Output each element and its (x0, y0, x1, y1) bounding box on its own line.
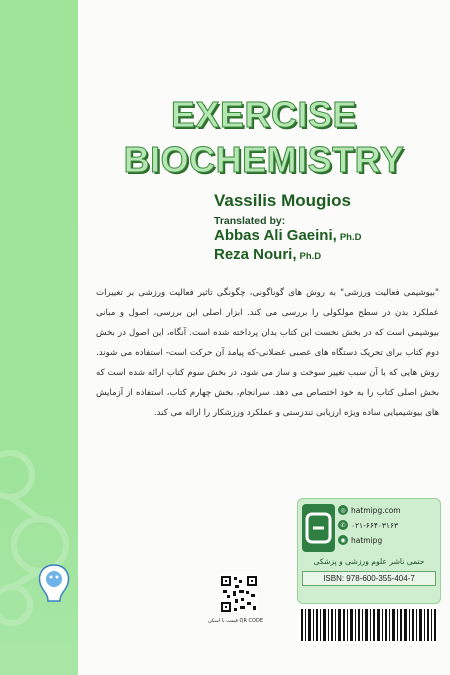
publisher-badge-icon (34, 561, 74, 607)
globe-icon: ◎ (338, 505, 348, 515)
author-name: Vassilis Mougios (214, 191, 351, 210)
book-title-line1: EXERCISE (170, 94, 358, 135)
isbn: ISBN: 978-600-355-404-7 (302, 571, 436, 586)
instagram-icon: ◉ (338, 535, 348, 545)
qr-caption: قیمت با اسکن QR CODE (208, 618, 263, 624)
translator-name: Abbas Ali Gaeini (214, 227, 333, 244)
translator-name: Reza Nouri (214, 246, 293, 263)
book-description: "بیوشیمی فعالیت ورزشی" به روش های گوناگونی، چگونگی تاثیر فعالیت ورزشی بر تغییرات عملکرد بدن در سطح مولکولی را بررسی می کند. ابزار اصلی این بررسی، اصول و مبانی بیوشیمی است که در بخش نخست این کتاب بدان پرداخته شده است. آنگاه، این اصول در بخش دوم کتاب برای تحریک دستگاه های عصبی عضلانی-که پیامد آن حرکت است- استفاده می شوند. روش هایی که با آن سبب تغییر سوخت و ساز می شود، در بخش سوم کتاب ارائه شده است که بخش اصلی کتاب را به خود اختصاص می دهد. سرانجام، بخش چهارم کتاب، استفاده از آزمایش های بیوشیمیایی ساده ویژه ارزیابی تندرستی و عملکرد ورزشکار را ارائه می کند. (96, 288, 439, 418)
publisher-name: حتمی ناشر علوم ورزشی و پزشکی (313, 557, 425, 566)
translator-1: Abbas Ali Gaeini, Ph.D (214, 227, 362, 244)
publisher-logo (302, 504, 335, 552)
qr-code[interactable] (220, 575, 258, 613)
phone-icon: ✆ (338, 520, 348, 530)
translator-degree: Ph.D (339, 232, 362, 243)
book-title-line2: BIOCHEMISTRY (123, 139, 405, 180)
publisher-box (297, 498, 441, 604)
translator-degree: Ph.D (299, 251, 322, 262)
translator-2: Reza Nouri, Ph.D (214, 246, 322, 263)
publisher-website[interactable]: ◎ hatmipg.com (338, 503, 434, 517)
barcode (297, 606, 439, 644)
publisher-social[interactable]: ◉ hatmipg (338, 533, 434, 547)
publisher-logo-icon (302, 504, 335, 552)
translated-by-label: Translated by: (214, 215, 286, 227)
publisher-phone: ✆ ۰۲۱-۶۶۴۰۳۱۶۳ (338, 518, 434, 532)
